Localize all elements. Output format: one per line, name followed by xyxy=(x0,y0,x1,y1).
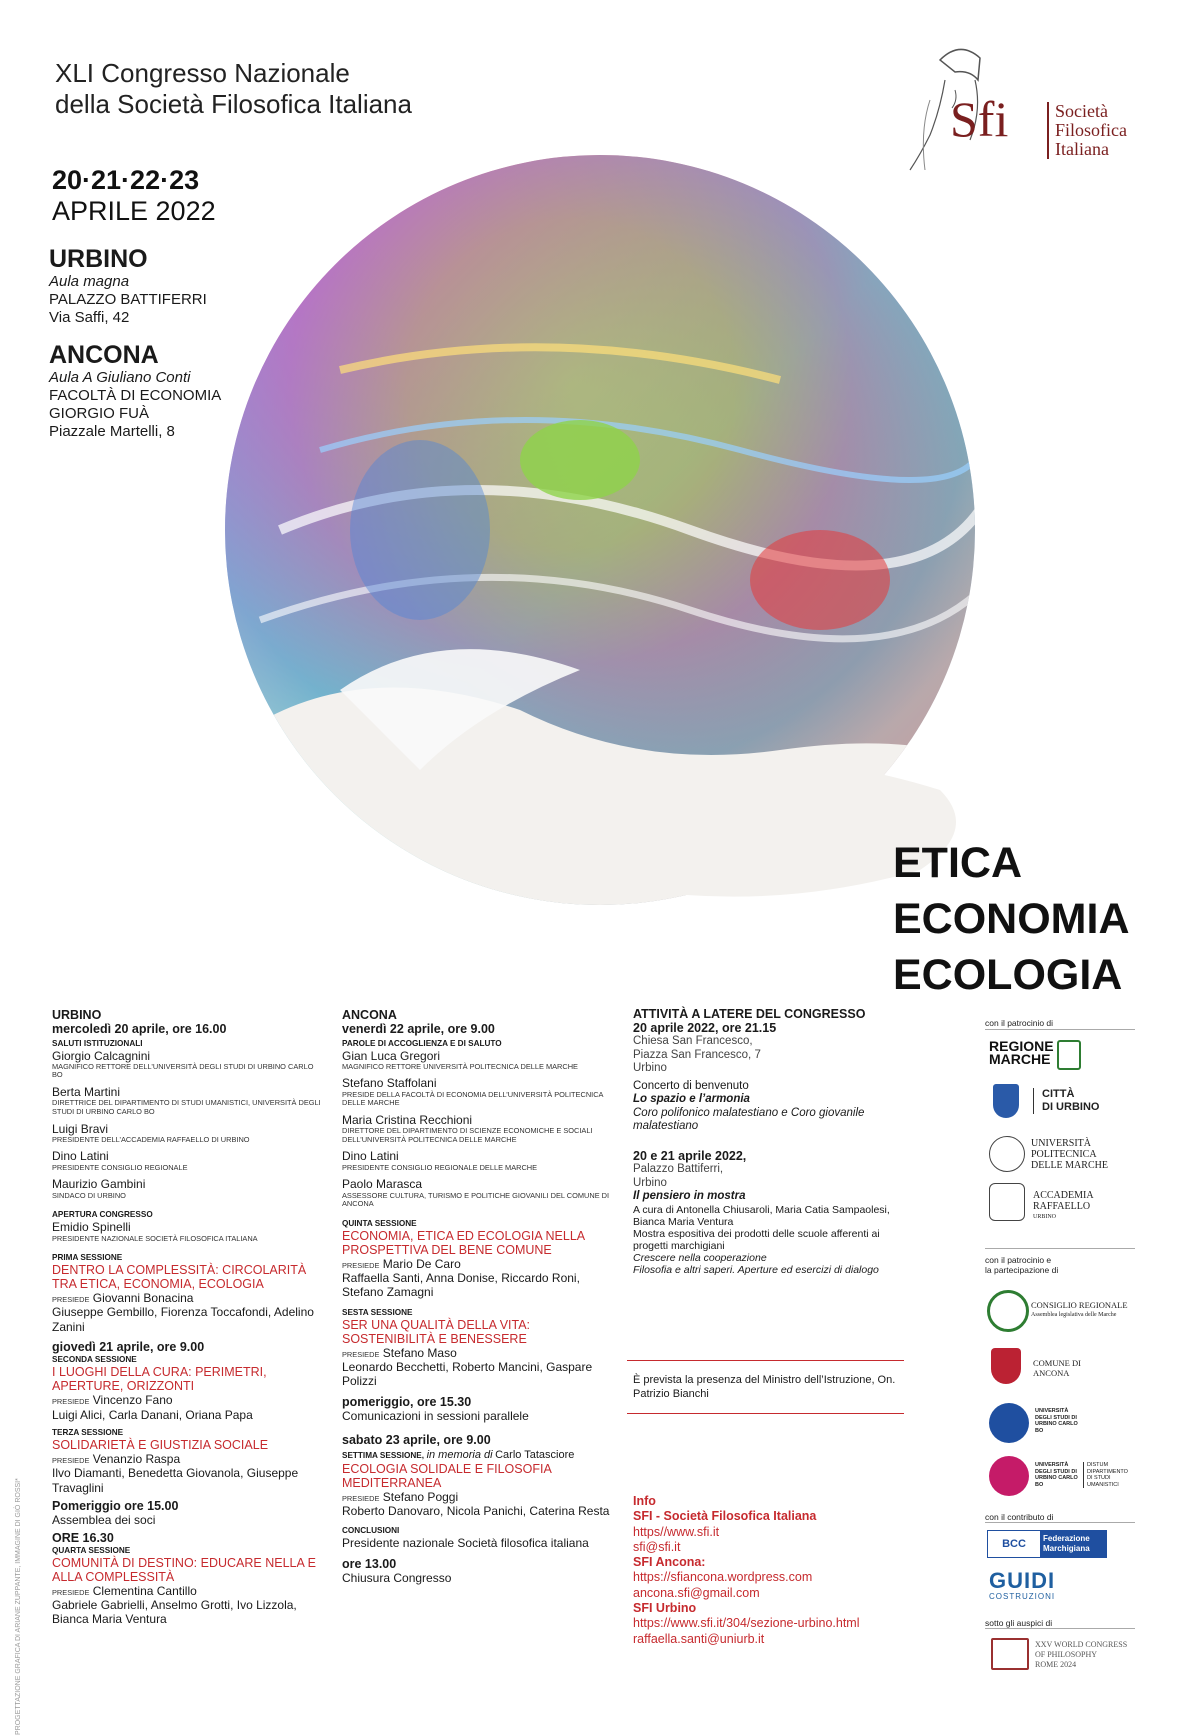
regione-marche-logo: REGIONE MARCHE xyxy=(989,1038,1054,1067)
patrocinio-label: con il patrocinio di xyxy=(985,1018,1135,1030)
world-congress-logo: XXV WORLD CONGRESS OF PHILOSOPHY ROME 2024 xyxy=(1035,1640,1128,1669)
sfi-wordmark: Società Filosofica Italiana xyxy=(1047,102,1127,159)
venue-ancona: ANCONA Aula A Giuliano Conti FACOLTÀ DI ECONOMIA GIORGIO FUÀ Piazzale Martelli, 8 xyxy=(49,341,222,440)
venue-urbino: URBINO Aula magna PALAZZO BATTIFERRI Via Saffi, 42 xyxy=(49,245,207,326)
uniurb-seal-icon xyxy=(989,1403,1029,1443)
bcc-logo: BCC Federazione Marchigiana xyxy=(987,1530,1107,1558)
univpm-seal-icon xyxy=(989,1136,1025,1172)
accademia-raffaello-logo: ACCADEMIA RAFFAELLO URBINO xyxy=(1033,1190,1094,1220)
sfi-email-link[interactable]: sfi@sfi.it xyxy=(633,1539,681,1554)
sponsor-logos xyxy=(985,1018,1175,1678)
citta-urbino-logo: CITTÀ DI URBINO xyxy=(1033,1088,1099,1114)
comune-ancona-logo: COMUNE DI ANCONA xyxy=(1033,1358,1081,1378)
sfi-website-link[interactable]: https//www.sfi.it xyxy=(633,1524,720,1539)
sfi-urbino-website-link[interactable]: https://www.sfi.it/304/sezione-urbino.html xyxy=(633,1616,860,1631)
univpm-logo: UNIVERSITÀ POLITECNICA DELLE MARCHE xyxy=(1031,1138,1108,1171)
auspici-label: sotto gli auspici di xyxy=(985,1618,1135,1629)
consiglio-regionale-logo: CONSIGLIO REGIONALE Assemblea legislativa delle Marche xyxy=(1031,1300,1128,1318)
urbino-crest-icon xyxy=(993,1084,1019,1118)
sfi-urbino-email-link[interactable]: raffaella.santi@uniurb.it xyxy=(633,1631,765,1646)
patrocinio-partecipazione-label: con il patrocinio e la partecipazione di xyxy=(985,1248,1135,1275)
guidi-logo: GUIDI COSTRUZIONI xyxy=(989,1568,1056,1601)
side-activities: ATTIVITÀ A LATERE DEL CONGRESSO 20 aprile 2022, ore 21.15 Chiesa San Francesco, Piazza San Francesco, 7 Urbino Concerto di benvenuto Lo spazio e l’armonia Coro polifonico malatestiano e Coro giovanile malatestiano 20 e 21 aprile 2022, Palazzo Battiferri, Urbino Il pensiero in mostra A cura di Antonella Chiusaroli, Maria Catia Sampaolesi, Bianca Maria Ventura Mostra espositiva dei prodotti delle scuole afferenti ai progetti marchigiani Crescere nella cooperazione Filosofia e altri saperi. Aperture ed esercizi di dialogo xyxy=(633,1007,890,1276)
world-congress-icon xyxy=(991,1638,1029,1670)
brain-artwork xyxy=(220,150,1000,930)
uniurb-logo: UNIVERSITÀ DEGLI STUDI DI URBINO CARLO BO xyxy=(1035,1408,1078,1434)
program-urbino: URBINO mercoledì 20 aprile, ore 16.00 SALUTI ISTITUZIONALI Giorgio Calcagnini MAGNIFICO RETTORE DELL’UNIVERSITÀ DEGLI STUDI DI URBINO CARLO BO Berta Martini DIRETTRICE DEL DIPARTIMENTO DI STUDI UMANISTICI, UNIVERSITÀ DEGLI STUDI DI URBINO CARLO BO Luigi Bravi PRESIDENTE DELL’ACCADEMIA RAFFAELLO DI URBINO Dino Latini PRESIDENTE CONSIGLIO REGIONALE Maurizio Gambini SINDACO DI URBINO APERTURA CONGRESSO Emidio Spinelli PRESIDENTE NAZIONALE SOCIETÀ FILOSOFICA ITALIANA PRIMA SESSIONE DENTRO LA COMPLESSITÀ: CIRCOLARITÀ TRA ETICA, ECONOMIA, ECOLOGIA PRESIEDE Giovanni Bonacina Giuseppe Gembillo, Fiorenza Toccafondi, Adelino Zanini giovedì 21 aprile, ore 9.00 SECONDA SESSIONE I LUOGHI DELLA CURA: PERIMETRI, APERTURE, ORIZZONTI PRESIEDE Vincenzo Fano Luigi Alici, Carla Danani, Oriana Papa TERZA SESSIONE SOLIDARIETÀ E GIUSTIZIA SOCIALE PRESIEDE Venanzio Raspa Ilvo Diamanti, Benedetta Giovanola, Giuseppe Travaglini Pomeriggio ore 15.00 Assemblea dei soci ORE 16.30 QUARTA SESSIONE COMUNITÀ DI DESTINO: EDUCARE NELLA E ALLA COMPLESSITÀ PRESIEDE Clementina Cantillo Gabriele Gabrielli, Anselmo Grotti, Ivo Lizzola, Bianca Maria Ventura xyxy=(52,1008,321,1627)
congress-dates: 20·21·22·23 APRILE 2022 xyxy=(52,165,216,226)
theme-title: ETICA ECONOMIA ECOLOGIA xyxy=(893,839,1130,999)
distum-logo: DISTUM DIPARTIMENTO DI STUDI UMANISTICI xyxy=(1083,1462,1132,1488)
contributo-label: con il contributo di xyxy=(985,1512,1135,1523)
sfi-mark: Sfi xyxy=(950,91,1009,147)
consiglio-regionale-icon xyxy=(987,1290,1029,1332)
ancona-crest-icon xyxy=(991,1348,1021,1384)
uniurb-distum-logo: UNIVERSITÀ DEGLI STUDI DI URBINO CARLO BO xyxy=(1035,1462,1078,1488)
graphic-credit: PROGETTAZIONE GRAFICA DI ARIANE ZUPPANTE, IMMAGINE DI GIÒ ROSSI* xyxy=(15,1478,22,1735)
distum-seal-icon xyxy=(989,1456,1029,1496)
sfi-ancona-website-link[interactable]: https://sfiancona.wordpress.com xyxy=(633,1570,813,1585)
program-ancona: ANCONA venerdì 22 aprile, ore 9.00 PAROLE DI ACCOGLIENZA E DI SALUTO Gian Luca Gregori MAGNIFICO RETTORE UNIVERSITÀ POLITECNICA DELLE MARCHE Stefano Staffolani PRESIDE DELLA FACOLTÀ DI ECONOMIA DELL’UNIVERSITÀ POLITECNICA DELLE MARCHE Maria Cristina Recchioni DIRETTORE DEL DIPARTIMENTO DI SCIENZE ECONOMICHE E SOCIALI DELL’UNIVERSITÀ POLITECNICA DELLE MARCHE Dino Latini PRESIDENTE CONSIGLIO REGIONALE DELLE MARCHE Paolo Marasca ASSESSORE CULTURA, TURISMO E POLITICHE GIOVANILI DEL COMUNE DI ANCONA QUINTA SESSIONE ECONOMIA, ETICA ED ECOLOGIA NELLA PROSPETTIVA DEL BENE COMUNE PRESIEDE Mario De Caro Raffaella Santi, Anna Donise, Riccardo Roni, Stefano Zamagni SESTA SESSIONE SER UNA QUALITÀ DELLA VITA: SOSTENIBILITÀ E BENESSERE PRESIEDE Stefano Maso Leonardo Becchetti, Roberto Mancini, Gaspare Polizzi pomeriggio, ore 15.30 Comunicazioni in sessioni parallele sabato 23 aprile, ore 9.00 SETTIMA SESSIONE, in memoria di Carlo Tatasciore ECOLOGIA SOLIDALE E FILOSOFIA MEDITERRANEA PRESIEDE Stefano Poggi Roberto Danovaro, Nicola Panichi, Caterina Resta CONCLUSIONI Presidente nazionale Società filosofica italiana ore 13.00 Chiusura Congresso xyxy=(342,1008,610,1585)
info-block: Info SFI - Società Filosofica Italiana https//www.sfi.it sfi@sfi.it SFI Ancona: https://sfiancona.wordpress.com ancona.sfi@gmail.com SFI Urbino https://www.sfi.it/304/sezione-urbino.html raffaella.santi@uniurb.it xyxy=(633,1494,933,1647)
raffaello-icon xyxy=(989,1183,1025,1221)
sfi-ancona-email-link[interactable]: ancona.sfi@gmail.com xyxy=(633,1585,760,1600)
congress-title: XLI Congresso Nazionale della Società Filosofica Italiana xyxy=(55,58,412,119)
minister-note: È prevista la presenza del Ministro dell’Istruzione, On. Patrizio Bianchi xyxy=(627,1360,904,1414)
regione-marche-icon xyxy=(1057,1040,1081,1070)
